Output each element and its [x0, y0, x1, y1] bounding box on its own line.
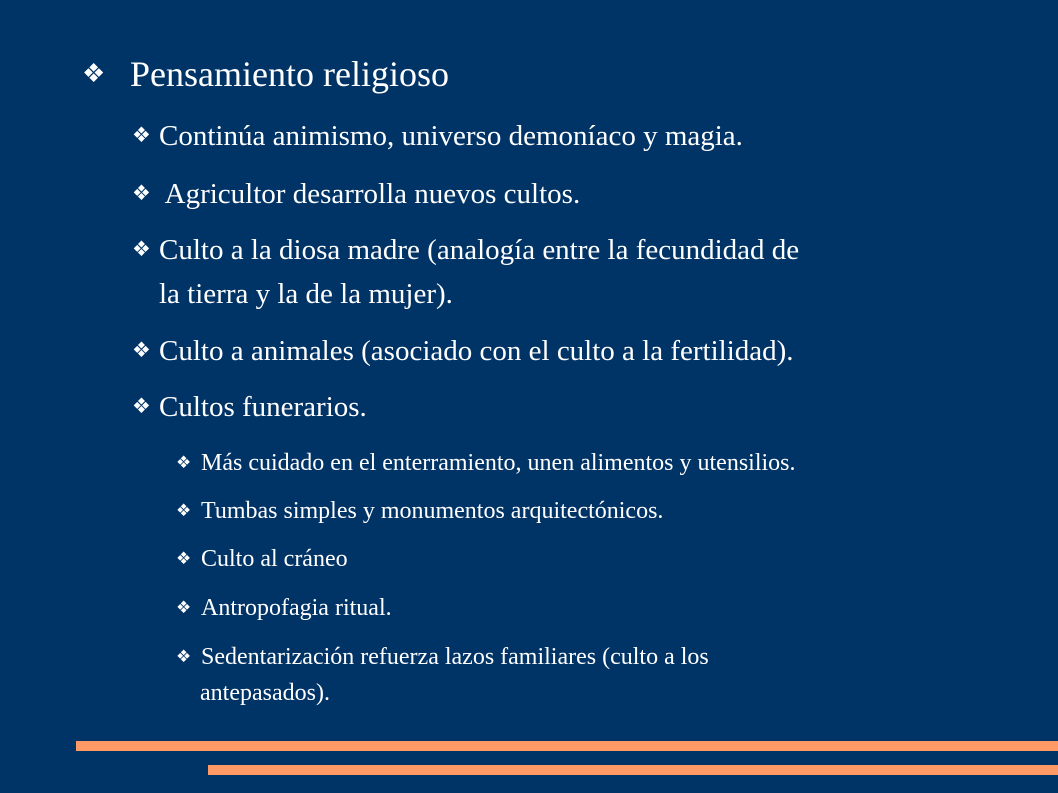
sub-bullet-item: [176, 451, 796, 475]
diamond-bullet-icon: ❖: [132, 338, 151, 362]
bullet-item: [132, 122, 743, 151]
diamond-bullet-icon: ❖: [82, 59, 106, 88]
bullet-text: Continúa animismo, universo demoníaco y magia.: [159, 120, 743, 152]
bullet-text: Agricultor desarrolla nuevos cultos.: [159, 178, 581, 210]
bullet-text: Culto a animales (asociado con el culto a la fertilidad).: [159, 335, 794, 367]
bullet-item: [132, 393, 367, 422]
diamond-bullet-icon: ❖: [132, 237, 151, 261]
diamond-bullet-icon: ❖: [176, 598, 192, 617]
diamond-bullet-icon: ❖: [132, 394, 151, 418]
bullet-item: [132, 236, 799, 265]
slide-title: [82, 56, 449, 92]
bullet-text: Culto a la diosa madre (analogía entre la fecundidad de: [159, 234, 800, 266]
bullet-text: Cultos funerarios.: [159, 391, 367, 423]
bullet-text-continuation: la tierra y la de la mujer).: [159, 278, 453, 310]
sub-bullet-item: [176, 645, 709, 669]
diamond-bullet-icon: ❖: [132, 123, 151, 147]
sub-bullet-item: [176, 547, 348, 571]
diamond-bullet-icon: ❖: [176, 647, 192, 666]
sub-bullet-text: Culto al cráneo: [201, 546, 348, 572]
diamond-bullet-icon: ❖: [176, 501, 192, 520]
title-text: Pensamiento religioso: [130, 54, 449, 94]
sub-bullet-text: Más cuidado en el enterramiento, unen alimentos y utensilios.: [201, 450, 796, 476]
bullet-item: [132, 180, 580, 209]
accent-bar-top: [76, 741, 1058, 751]
diamond-bullet-icon: ❖: [176, 453, 192, 472]
diamond-bullet-icon: ❖: [132, 181, 151, 205]
accent-bar-bottom: [208, 765, 1058, 775]
sub-bullet-text: Tumbas simples y monumentos arquitectónicos.: [201, 498, 664, 524]
sub-bullet-item: [176, 596, 392, 620]
sub-bullet-item: [176, 499, 663, 523]
sub-bullet-text: Sedentarización refuerza lazos familiares (culto a los: [201, 644, 709, 670]
sub-bullet-text-continuation: antepasados).: [200, 680, 330, 706]
bullet-item: [132, 337, 794, 366]
sub-bullet-text: Antropofagia ritual.: [201, 595, 392, 621]
diamond-bullet-icon: ❖: [176, 549, 192, 568]
